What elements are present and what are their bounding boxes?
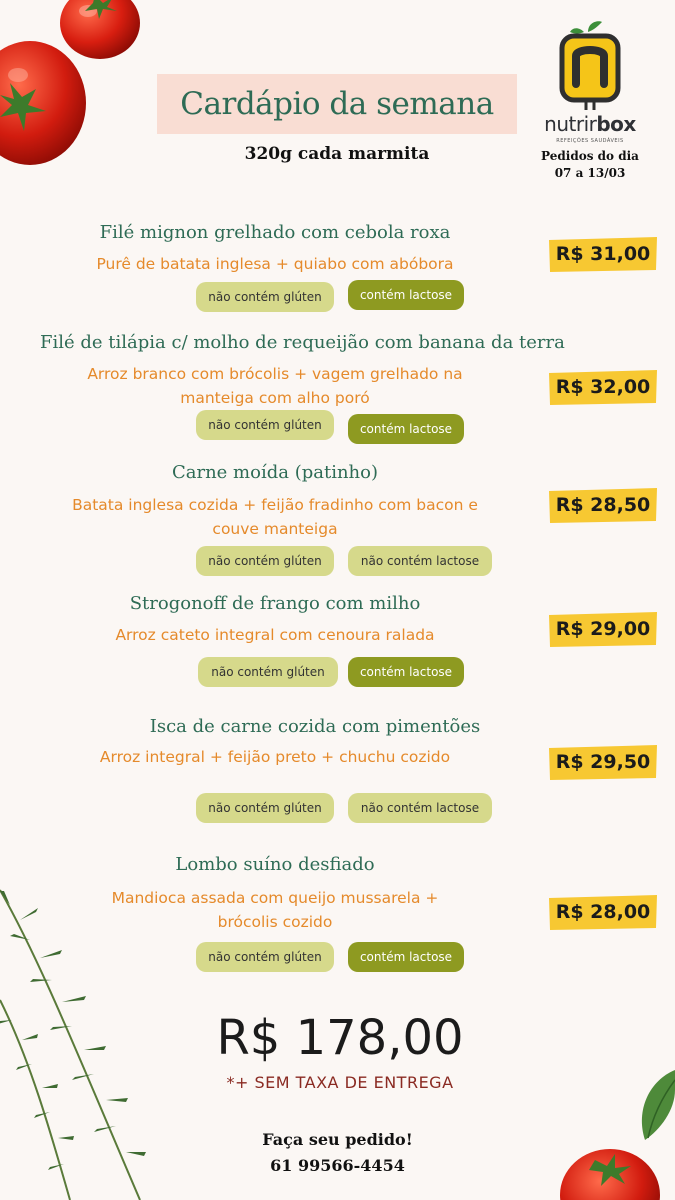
orders-label: Pedidos do dia bbox=[541, 149, 639, 163]
price-tag bbox=[546, 368, 660, 406]
order-call-to-action bbox=[200, 1127, 475, 1179]
page-subtitle: 320g cada marmita bbox=[244, 144, 430, 164]
lactose-badge: contém lactose bbox=[348, 942, 464, 972]
dish-sides: Arroz integral + feijão preto + chuchu cozido bbox=[99, 748, 451, 766]
price-tag bbox=[546, 893, 660, 931]
order-dates bbox=[520, 148, 660, 182]
lactose-badge: contém lactose bbox=[348, 657, 464, 687]
dish-name: Lombo suíno desfiado bbox=[175, 854, 375, 875]
price-tag bbox=[546, 235, 660, 273]
gluten-badge: não contém glúten bbox=[196, 942, 334, 972]
gluten-badge: não contém glúten bbox=[196, 282, 334, 312]
price-value: R$ 29,00 bbox=[555, 618, 651, 640]
price-tag bbox=[546, 610, 660, 648]
orders-range: 07 a 13/03 bbox=[554, 166, 626, 180]
dish-sides: Purê de batata inglesa + quiabo com abóbora bbox=[96, 255, 454, 273]
price-tag bbox=[546, 743, 660, 781]
brand-name: nutrirbox bbox=[544, 112, 636, 136]
gluten-badge: não contém glúten bbox=[196, 410, 334, 440]
dish-name: Filé mignon grelhado com cebola roxa bbox=[99, 222, 451, 243]
dish-name: Isca de carne cozida com pimentões bbox=[149, 716, 481, 737]
lactose-badge: não contém lactose bbox=[348, 546, 492, 576]
dish-sides: Mandioca assada com queijo mussarela + brócolis cozido bbox=[111, 889, 439, 931]
lactose-badge: não contém lactose bbox=[348, 793, 492, 823]
dish-sides: Arroz cateto integral com cenoura ralada bbox=[115, 626, 435, 644]
phone-number[interactable]: 61 99566-4454 bbox=[270, 1156, 405, 1175]
price-value: R$ 29,50 bbox=[555, 751, 651, 773]
tomato-left-icon bbox=[0, 35, 90, 170]
price-value: R$ 31,00 bbox=[555, 243, 651, 265]
delivery-note: *+ SEM TAXA DE ENTREGA bbox=[226, 1073, 454, 1092]
lactose-badge: contém lactose bbox=[348, 414, 464, 444]
price-value: R$ 28,50 bbox=[555, 494, 651, 516]
dish-name: Strogonoff de frango com milho bbox=[129, 593, 421, 614]
gluten-badge: não contém glúten bbox=[198, 657, 338, 687]
price-tag bbox=[546, 486, 660, 524]
cta-text: Faça seu pedido! bbox=[262, 1130, 413, 1149]
gluten-badge: não contém glúten bbox=[196, 793, 334, 823]
dish-sides: Arroz branco com brócolis + vagem grelhado na manteiga com alho poró bbox=[87, 365, 463, 407]
lactose-badge: contém lactose bbox=[348, 280, 464, 310]
gluten-badge: não contém glúten bbox=[196, 546, 334, 576]
total-price: R$ 178,00 bbox=[216, 1010, 464, 1066]
dish-name: Carne moída (patinho) bbox=[171, 462, 379, 483]
dish-sides: Batata inglesa cozida + feijão fradinho com bacon e couve manteiga bbox=[72, 496, 478, 538]
page-title: Cardápio da semana bbox=[180, 86, 494, 122]
tomato-bottom-icon bbox=[555, 1140, 665, 1200]
brand-tagline: REFEIÇÕES SAUDÁVEIS bbox=[556, 138, 624, 144]
nutribox-logo-icon bbox=[558, 20, 622, 112]
price-value: R$ 32,00 bbox=[555, 376, 651, 398]
price-value: R$ 28,00 bbox=[555, 901, 651, 923]
dish-name: Filé de tilápia c/ molho de requeijão com banana da terra bbox=[40, 332, 565, 353]
